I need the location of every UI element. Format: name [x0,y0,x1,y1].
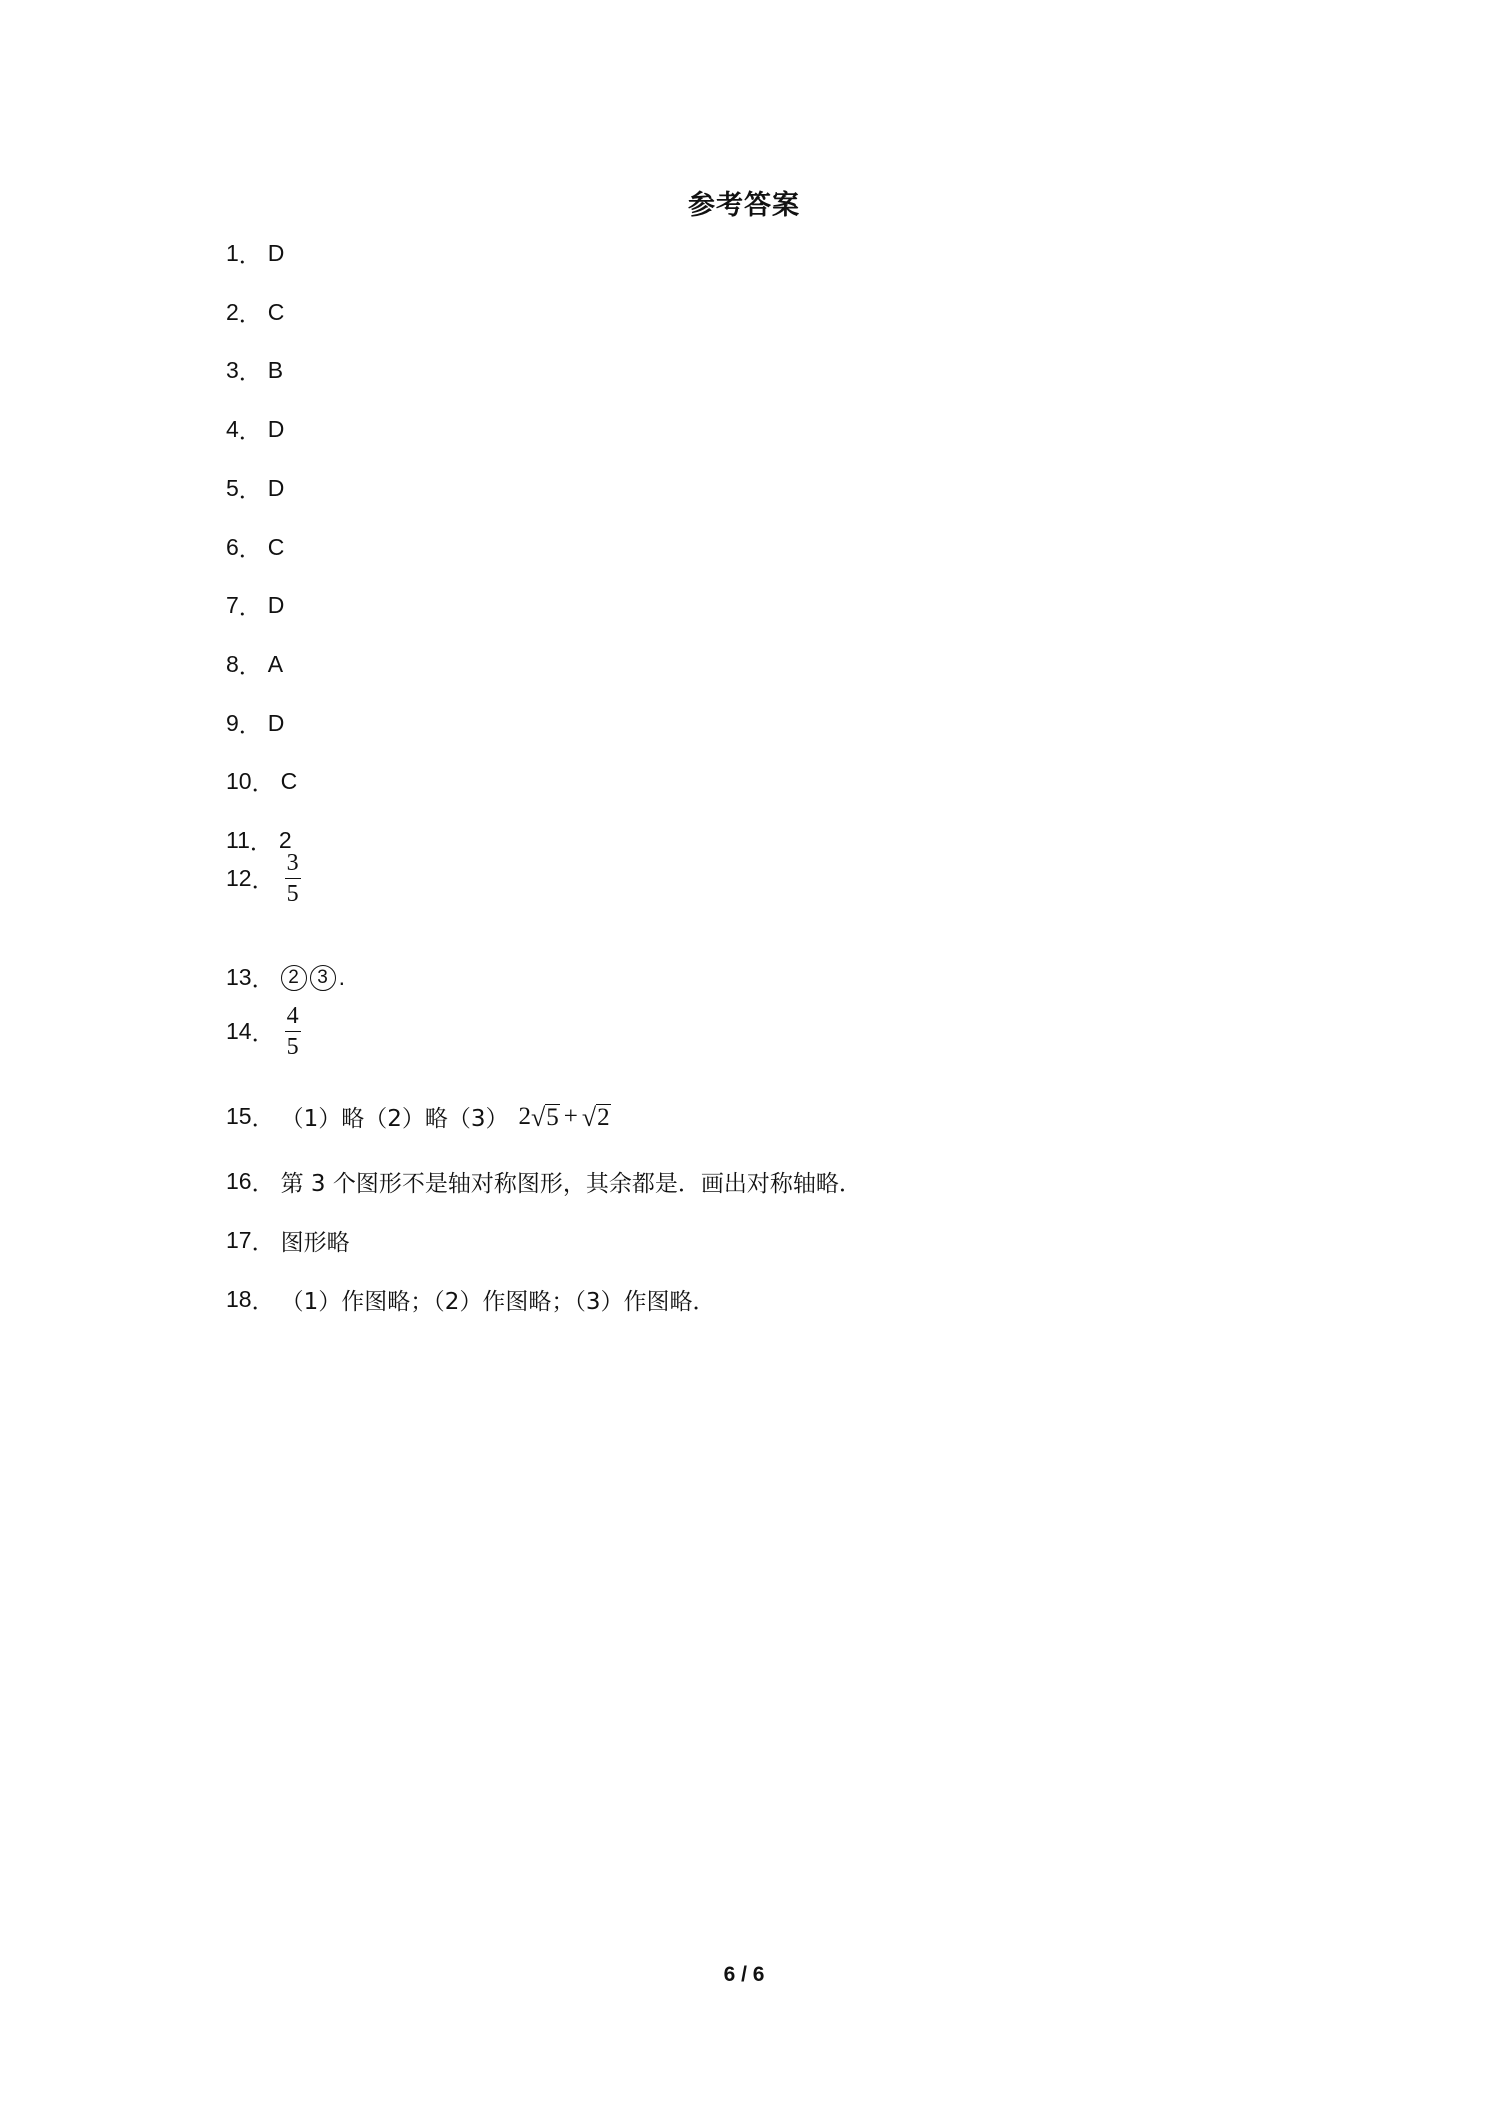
separator: ． [238,360,262,386]
math-expression [519,1103,611,1131]
answer-row [226,707,284,740]
separator: ． [251,868,275,894]
question-number: 16 [226,1168,252,1194]
question-number: 10 [226,768,252,794]
answer-row [226,296,284,329]
answer-text: （1）略（2）略（3） [280,1106,509,1132]
separator: ． [251,967,275,993]
separator: ． [251,1106,275,1132]
square-root [531,1104,560,1131]
answer-value: D [267,592,285,618]
answer-row [226,589,284,622]
question-number: 1 [226,240,239,266]
answer-value: B [267,357,284,383]
page-title: 参考答案 [688,190,800,221]
square-root [582,1104,611,1131]
answer-row-17 [226,1224,350,1257]
answer-value: C [267,299,285,325]
separator: ． [251,771,275,797]
fraction-numerator: 3 [286,850,299,876]
answer-value: D [267,240,285,266]
question-number: 11 [226,827,250,853]
separator: ． [251,1289,275,1315]
answer-value: C [280,768,298,794]
separator: ． [251,1230,275,1256]
question-number: 5 [226,475,239,501]
question-number: 4 [226,416,239,442]
separator: ． [249,830,273,856]
answer-tail: . [338,964,345,990]
plus-sign: + [563,1102,578,1130]
fraction-bar [285,1031,301,1032]
page-number: 6 / 6 [723,1963,765,1986]
answer-value: D [267,475,285,501]
answer-row [226,472,284,505]
question-number: 2 [226,299,239,325]
separator: ． [238,243,262,269]
answer-text: 图形略 [280,1230,350,1256]
answer-row-13 [226,961,345,994]
answer-row [226,237,284,270]
answer-row [226,413,284,446]
answer-row-16 [226,1165,862,1198]
question-number: 18 [226,1286,252,1312]
answer-row-18 [226,1283,716,1316]
question-number: 17 [226,1227,252,1253]
fraction-denominator: 5 [286,881,299,907]
fraction-denominator: 5 [286,1034,299,1060]
answer-row [226,354,283,387]
separator: ． [238,302,262,328]
fraction [285,850,301,907]
radicand: 5 [546,1103,559,1131]
answer-value: D [267,416,285,442]
fraction-numerator: 4 [286,1003,299,1029]
separator: ． [238,419,262,445]
question-number: 7 [226,592,239,618]
question-number: 13 [226,964,252,990]
answer-row-15 [226,1100,611,1133]
question-number: 6 [226,534,239,560]
answer-text: 第 3 个图形不是轴对称图形，其余都是．画出对称轴略． [280,1171,862,1197]
answer-value: D [267,710,285,736]
answer-row-12 [226,850,301,907]
question-number: 12 [226,865,252,891]
radical-sign-icon: √ [581,1102,597,1132]
question-number: 3 [226,357,239,383]
question-number: 14 [226,1018,252,1044]
circled-number: 3 [310,965,336,991]
question-number: 8 [226,651,239,677]
separator: ． [238,713,262,739]
separator: ． [251,1171,275,1197]
answer-value: A [267,651,284,677]
separator: ． [251,1021,275,1047]
question-number: 9 [226,710,239,736]
answer-row-14 [226,1003,301,1060]
answer-row [226,531,284,564]
fraction-bar [285,878,301,879]
answer-value: 2 [278,827,292,853]
answer-row [226,648,283,681]
answer-value: C [267,534,285,560]
separator: ． [238,478,262,504]
circled-number: 2 [281,965,307,991]
radicand: 2 [597,1103,610,1131]
question-number: 15 [226,1103,252,1129]
fraction [285,1003,301,1060]
coefficient: 2 [518,1102,531,1130]
separator: ． [238,595,262,621]
answer-row [226,765,297,798]
separator: ． [238,537,262,563]
separator: ． [238,654,262,680]
answer-text: （1）作图略；（2）作图略；（3）作图略． [280,1289,716,1315]
radical-sign-icon: √ [531,1102,546,1132]
